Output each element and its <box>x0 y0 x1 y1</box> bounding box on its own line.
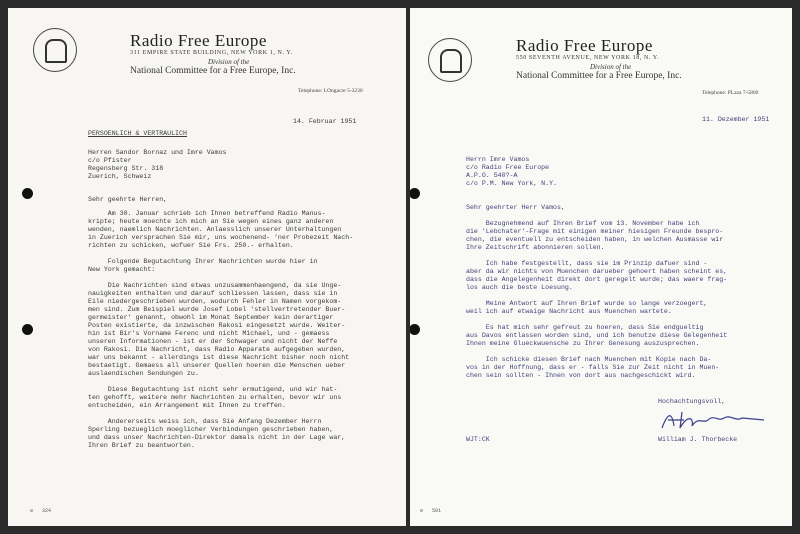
salutation: Sehr geehrte Herren, <box>88 196 168 203</box>
letterhead-title: Radio Free Europe <box>516 36 653 55</box>
letter-date: 11. Dezember 1951 <box>702 116 770 123</box>
body-line: aus Davos entlassen worden sind, und ich benutze diese Gelegenheit <box>466 332 728 339</box>
body-line: germeister' genannt, obwohl im Monat September kein derartiger <box>88 314 334 321</box>
recipient-line: Herrn Imre Vamos <box>466 156 530 163</box>
body-line: Andererseits weiss ich, dass Sie Anfang Dezember Herrn <box>88 418 322 425</box>
body-line: wenden, naemlich Nachrichten. Anlaesslich unserer Unterhaltungen <box>88 226 342 233</box>
letter-right <box>410 8 792 526</box>
body-line: aber da wir nichts von Muenchen darueber gehoert haben scheint es, <box>466 268 728 275</box>
signer-name: William J. Thorbecke <box>658 436 738 443</box>
punch-hole <box>410 188 420 199</box>
body-line: chen, die eventuell zu entscheiden haben, in welchen Ausmasse wir <box>466 236 724 243</box>
punch-hole <box>22 324 33 335</box>
footer-code: 501 <box>432 508 442 514</box>
body-line: vos in der Hoffnung, dass er - falls Sie zur Zeit nicht in Muen- <box>466 364 720 371</box>
telephone: Telephone: PLaza 7-5800 <box>702 90 759 96</box>
body-line: Die Nachrichten sind etwas unzusammenhaengend, da sie Unge- <box>88 282 342 289</box>
union-label-icon: ⊖ <box>420 508 424 514</box>
body-line: Sperling bezueglich moeglicher Verbindungen geschrieben haben, <box>88 426 334 433</box>
body-line: kripte; heute moechte ich mich an Sie wegen eines ganz anderen <box>88 218 334 225</box>
body-line: dass die Angelegenheit direkt dort geregelt wurde; das waere frag- <box>466 276 728 283</box>
closing: Hochachtungsvoll, <box>658 398 726 405</box>
body-line: Ihren Brief zu beantworten. <box>88 442 195 449</box>
body-line: New York gemacht: <box>88 266 156 273</box>
body-line: weil ich auf etwaige Nachricht aus Muenchen wartete. <box>466 308 672 315</box>
body-line: Am 30. Januar schrieb ich Ihnen betreffend Radio Manus- <box>88 210 326 217</box>
body-line: Diese Begutachtung ist nicht sehr ermutigend, und wir hat- <box>88 386 338 393</box>
body-line: in Zuerich versprachen Sie mir, uns wochenend- 'ner Probezeit Nach- <box>88 234 354 241</box>
punch-hole <box>22 188 33 199</box>
body-line: die 'Lebchater'-Frage mit einigen meiner hiesigen Freunde bespro- <box>466 228 724 235</box>
liberty-bell-seal-icon <box>428 38 472 82</box>
body-line: unseren Informationen - ist er der Schwager und nicht der Neffe <box>88 338 338 345</box>
body-line: Ihnen meine Glueckwuensche zu Ihrer Genesung auszusprechen. <box>466 340 700 347</box>
body-line: Eile niedergeschrieben wurden, wodurch Fehler in Namen vorgekom- <box>88 298 342 305</box>
letterhead-division: Division of the <box>590 63 632 71</box>
body-line: Ich schicke diesen Brief nach Muenchen mit Kopie nach Da- <box>466 356 712 363</box>
union-label-icon: ⊖ <box>30 508 34 514</box>
body-line: Ich habe festgestellt, dass sie im Prinzip dafuer sind - <box>466 260 708 267</box>
letterhead-committee: National Committee for a Free Europe, Inc. <box>516 71 682 81</box>
body-line: Posten existierte, da inzwischen Rakosi eingesetzt wurde. Weiter- <box>88 322 346 329</box>
body-line: Ihre Zeitschrift abonnieren sollen. <box>466 244 605 251</box>
body-line: bestaetigt. Gemaess all unserer Quellen hoeren die Menschen ueber <box>88 362 346 369</box>
body-line: richten zu schicken, wofuer Sie Frs. 250.- erhalten. <box>88 242 294 249</box>
letter-left <box>8 8 406 526</box>
letterhead-division: Division of the <box>208 58 250 66</box>
body-line: nauigkeiten enthalten und darauf schliessen lassen, dass sie in <box>88 290 338 297</box>
recipient-line: Herren Sandor Bornaz und Imre Vamos <box>88 149 227 156</box>
letterhead-address: 311 EMPIRE STATE BUILDING, NEW YORK 1, N. Y. <box>130 50 293 56</box>
salutation: Sehr geehrter Herr Vamos, <box>466 204 565 211</box>
body-line: Meine Antwort auf Ihren Brief wurde so lange verzoegert, <box>466 300 708 307</box>
recipient-line: c/o P.M. New York, N.Y. <box>466 180 558 187</box>
body-line: ten gehofft, weitere mehr Nachrichten zu erhalten, bevor wir uns <box>88 394 342 401</box>
recipient-line: c/o Pfister <box>88 157 132 164</box>
body-line: Es hat mich sehr gefreut zu hoeren, dass Sie endgueltig <box>466 324 704 331</box>
body-line: Folgende Begutachtung Ihrer Nachrichten wurde hier in <box>88 258 318 265</box>
letter-date: 14. Februar 1951 <box>293 118 357 125</box>
recipient-line: A.P.O. 540?-A <box>466 172 518 179</box>
recipient-line: Regensberg Str. 318 <box>88 165 164 172</box>
punch-hole <box>410 324 420 335</box>
typist-initials: WJT:CK <box>466 436 490 443</box>
recipient-line: c/o Radio Free Europe <box>466 164 550 171</box>
body-line: los auch die beste Loesung. <box>466 284 573 291</box>
body-line: auslaendischen Sendungen zu. <box>88 370 199 377</box>
body-line: men sind. Zum Beispiel wurde Josef Lobel 'stellvertretender Buer- <box>88 306 346 313</box>
letterhead-committee: National Committee for a Free Europe, Inc. <box>130 66 296 76</box>
body-line: war uns bekannt - allerdings ist diese Nachricht bisher noch nicht <box>88 354 350 361</box>
confidential-marking: PERSOENLICH & VERTRAULICH <box>88 130 187 137</box>
body-line: entscheiden, ein Arrangement mit Ihnen zu treffen. <box>88 402 286 409</box>
body-line: chen sein sollten - Ihnen von dort aus nachgeschickt wird. <box>466 372 696 379</box>
body-line: Bezugnehmend auf Ihren Brief vom 13. November habe ich <box>466 220 700 227</box>
liberty-bell-seal-icon <box>33 28 77 72</box>
handwritten-signature <box>658 408 768 434</box>
body-line: und dass unser Nachrichten-Direktor damals nicht in der Lage war, <box>88 434 346 441</box>
letterhead-address: 550 SEVENTH AVENUE, NEW YORK 18, N. Y. <box>516 55 660 61</box>
footer-code: 324 <box>42 508 52 514</box>
body-line: hin ist Bir's Vorname Ferenc und nicht Michael, und - gemaess <box>88 330 330 337</box>
body-line: von Rakosi. Die Nachricht, dass Radio Apparate aufgegeben wurden, <box>88 346 346 353</box>
recipient-line: Zuerich, Schweiz <box>88 173 152 180</box>
letterhead-title: Radio Free Europe <box>130 31 267 50</box>
telephone: Telephone: LOngacre 5-3230 <box>298 88 363 94</box>
